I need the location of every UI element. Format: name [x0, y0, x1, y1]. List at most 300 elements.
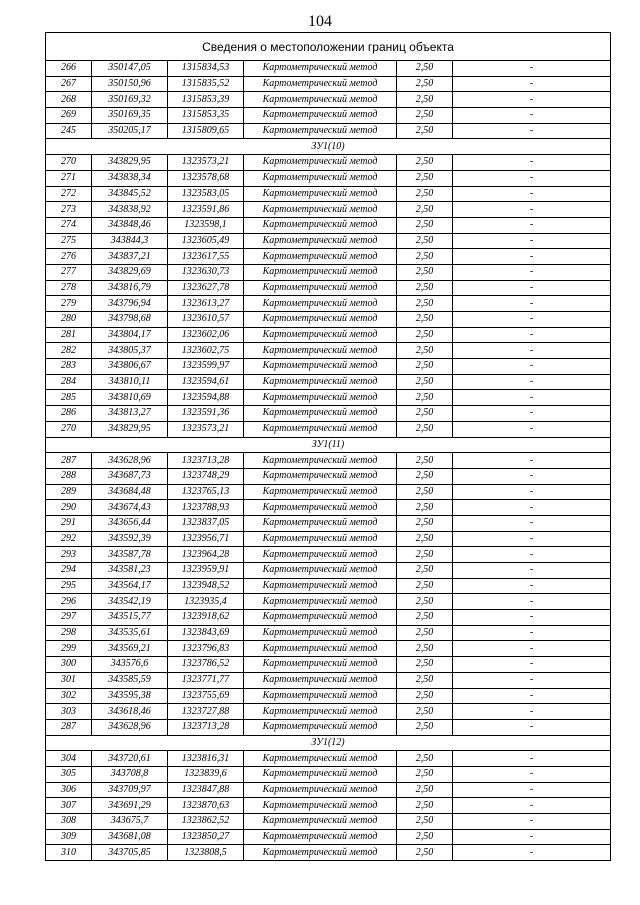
table-row: [46, 296, 611, 312]
accuracy-cell: 2,50: [397, 186, 453, 202]
table-row: [46, 672, 611, 688]
method-cell: Картометрический метод: [244, 563, 397, 579]
method-cell: Картометрический метод: [244, 594, 397, 610]
table-row: [46, 453, 611, 469]
method-cell: Картометрический метод: [244, 766, 397, 782]
y-coordinate-cell: 1323837,05: [168, 515, 244, 531]
description-cell: -: [453, 155, 611, 171]
y-coordinate-cell: 1323956,71: [168, 531, 244, 547]
y-coordinate-cell: 1323918,62: [168, 610, 244, 626]
accuracy-cell: 2,50: [397, 484, 453, 500]
x-coordinate-cell: 343576,6: [92, 657, 168, 673]
x-coordinate-cell: 343656,44: [92, 515, 168, 531]
x-coordinate-cell: 343838,92: [92, 202, 168, 218]
x-coordinate-cell: 343813,27: [92, 406, 168, 422]
accuracy-cell: 2,50: [397, 390, 453, 406]
x-coordinate-cell: 343592,39: [92, 531, 168, 547]
accuracy-cell: 2,50: [397, 312, 453, 328]
boundary-coordinates-table: [45, 32, 611, 861]
x-coordinate-cell: 343845,52: [92, 186, 168, 202]
method-cell: Картометрический метод: [244, 484, 397, 500]
description-cell: -: [453, 217, 611, 233]
point-number-cell: 269: [46, 108, 92, 124]
method-cell: Картометрический метод: [244, 374, 397, 390]
table-row: [46, 578, 611, 594]
description-cell: -: [453, 814, 611, 830]
description-cell: -: [453, 406, 611, 422]
y-coordinate-cell: 1323630,73: [168, 264, 244, 280]
table-row: [46, 312, 611, 328]
accuracy-cell: 2,50: [397, 92, 453, 108]
method-cell: Картометрический метод: [244, 672, 397, 688]
table-row: [46, 76, 611, 92]
table-row: [46, 108, 611, 124]
method-cell: Картометрический метод: [244, 719, 397, 735]
description-cell: -: [453, 108, 611, 124]
x-coordinate-cell: 343796,94: [92, 296, 168, 312]
y-coordinate-cell: 1323713,28: [168, 453, 244, 469]
y-coordinate-cell: 1323713,28: [168, 719, 244, 735]
method-cell: Картометрический метод: [244, 123, 397, 139]
method-cell: Картометрический метод: [244, 406, 397, 422]
accuracy-cell: 2,50: [397, 217, 453, 233]
point-number-cell: 308: [46, 814, 92, 830]
method-cell: Картометрический метод: [244, 312, 397, 328]
table-row: [46, 845, 611, 861]
accuracy-cell: 2,50: [397, 61, 453, 77]
accuracy-cell: 2,50: [397, 751, 453, 767]
y-coordinate-cell: 1323850,27: [168, 829, 244, 845]
y-coordinate-cell: 1323788,93: [168, 500, 244, 516]
point-number-cell: 268: [46, 92, 92, 108]
description-cell: -: [453, 751, 611, 767]
accuracy-cell: 2,50: [397, 170, 453, 186]
method-cell: Картометрический метод: [244, 233, 397, 249]
page-number: 104: [308, 13, 332, 30]
accuracy-cell: 2,50: [397, 578, 453, 594]
description-cell: -: [453, 202, 611, 218]
x-coordinate-cell: 343806,67: [92, 359, 168, 375]
x-coordinate-cell: 343542,19: [92, 594, 168, 610]
method-cell: Картометрический метод: [244, 264, 397, 280]
point-number-cell: 287: [46, 453, 92, 469]
method-cell: Картометрический метод: [244, 186, 397, 202]
table-row: [46, 406, 611, 422]
point-number-cell: 296: [46, 594, 92, 610]
point-number-cell: 266: [46, 61, 92, 77]
point-number-cell: 302: [46, 688, 92, 704]
point-number-cell: 287: [46, 719, 92, 735]
point-number-cell: 245: [46, 123, 92, 139]
point-number-cell: 270: [46, 155, 92, 171]
table-row: [46, 421, 611, 437]
table-row: [46, 766, 611, 782]
accuracy-cell: 2,50: [397, 468, 453, 484]
section-header-row: [46, 735, 611, 751]
description-cell: -: [453, 845, 611, 861]
x-coordinate-cell: 343691,29: [92, 798, 168, 814]
accuracy-cell: 2,50: [397, 76, 453, 92]
point-number-cell: 285: [46, 390, 92, 406]
section-header-row: [46, 437, 611, 453]
table-row: [46, 688, 611, 704]
y-coordinate-cell: 1323591,36: [168, 406, 244, 422]
accuracy-cell: 2,50: [397, 845, 453, 861]
description-cell: -: [453, 704, 611, 720]
description-cell: -: [453, 688, 611, 704]
method-cell: Картометрический метод: [244, 688, 397, 704]
accuracy-cell: 2,50: [397, 264, 453, 280]
description-cell: -: [453, 390, 611, 406]
description-cell: -: [453, 578, 611, 594]
x-coordinate-cell: 343798,68: [92, 312, 168, 328]
description-cell: -: [453, 76, 611, 92]
method-cell: Картометрический метод: [244, 704, 397, 720]
point-number-cell: 303: [46, 704, 92, 720]
y-coordinate-cell: 1323755,69: [168, 688, 244, 704]
y-coordinate-cell: 1323964,28: [168, 547, 244, 563]
accuracy-cell: 2,50: [397, 688, 453, 704]
table-row: [46, 280, 611, 296]
table-row: [46, 657, 611, 673]
description-cell: -: [453, 296, 611, 312]
point-number-cell: 272: [46, 186, 92, 202]
accuracy-cell: 2,50: [397, 814, 453, 830]
y-coordinate-cell: 1323610,57: [168, 312, 244, 328]
description-cell: -: [453, 468, 611, 484]
y-coordinate-cell: 1323599,97: [168, 359, 244, 375]
description-cell: -: [453, 280, 611, 296]
accuracy-cell: 2,50: [397, 766, 453, 782]
x-coordinate-cell: 350205,17: [92, 123, 168, 139]
method-cell: Картометрический метод: [244, 782, 397, 798]
description-cell: -: [453, 531, 611, 547]
y-coordinate-cell: 1323591,86: [168, 202, 244, 218]
x-coordinate-cell: 343618,46: [92, 704, 168, 720]
x-coordinate-cell: 343515,77: [92, 610, 168, 626]
x-coordinate-cell: 343720,61: [92, 751, 168, 767]
y-coordinate-cell: 1323847,88: [168, 782, 244, 798]
y-coordinate-cell: 1315853,39: [168, 92, 244, 108]
table-row: [46, 829, 611, 845]
point-number-cell: 278: [46, 280, 92, 296]
y-coordinate-cell: 1323959,91: [168, 563, 244, 579]
y-coordinate-cell: 1323748,29: [168, 468, 244, 484]
x-coordinate-cell: 343587,78: [92, 547, 168, 563]
method-cell: Картометрический метод: [244, 547, 397, 563]
x-coordinate-cell: 343829,69: [92, 264, 168, 280]
y-coordinate-cell: 1323598,1: [168, 217, 244, 233]
x-coordinate-cell: 343684,48: [92, 484, 168, 500]
accuracy-cell: 2,50: [397, 421, 453, 437]
method-cell: Картометрический метод: [244, 390, 397, 406]
y-coordinate-cell: 1323617,55: [168, 249, 244, 265]
x-coordinate-cell: 343585,59: [92, 672, 168, 688]
point-number-cell: 275: [46, 233, 92, 249]
description-cell: -: [453, 563, 611, 579]
point-number-cell: 279: [46, 296, 92, 312]
x-coordinate-cell: 350169,35: [92, 108, 168, 124]
table-row: [46, 484, 611, 500]
point-number-cell: 309: [46, 829, 92, 845]
accuracy-cell: 2,50: [397, 563, 453, 579]
description-cell: -: [453, 782, 611, 798]
method-cell: Картометрический метод: [244, 202, 397, 218]
y-coordinate-cell: 1323786,52: [168, 657, 244, 673]
description-cell: -: [453, 170, 611, 186]
x-coordinate-cell: 343838,34: [92, 170, 168, 186]
table-row: [46, 594, 611, 610]
accuracy-cell: 2,50: [397, 233, 453, 249]
x-coordinate-cell: 343681,08: [92, 829, 168, 845]
method-cell: Картометрический метод: [244, 170, 397, 186]
y-coordinate-cell: 1323843,69: [168, 625, 244, 641]
point-number-cell: 283: [46, 359, 92, 375]
description-cell: -: [453, 625, 611, 641]
method-cell: Картометрический метод: [244, 641, 397, 657]
point-number-cell: 281: [46, 327, 92, 343]
y-coordinate-cell: 1323602,06: [168, 327, 244, 343]
point-number-cell: 280: [46, 312, 92, 328]
accuracy-cell: 2,50: [397, 798, 453, 814]
description-cell: -: [453, 766, 611, 782]
point-number-cell: 291: [46, 515, 92, 531]
method-cell: Картометрический метод: [244, 814, 397, 830]
table-row: [46, 155, 611, 171]
y-coordinate-cell: 1323870,63: [168, 798, 244, 814]
x-coordinate-cell: 343805,37: [92, 343, 168, 359]
y-coordinate-cell: 1323613,27: [168, 296, 244, 312]
accuracy-cell: 2,50: [397, 610, 453, 626]
method-cell: Картометрический метод: [244, 515, 397, 531]
y-coordinate-cell: 1323948,52: [168, 578, 244, 594]
y-coordinate-cell: 1323816,31: [168, 751, 244, 767]
description-cell: -: [453, 798, 611, 814]
y-coordinate-cell: 1323594,88: [168, 390, 244, 406]
y-coordinate-cell: 1323765,13: [168, 484, 244, 500]
point-number-cell: 301: [46, 672, 92, 688]
method-cell: Картометрический метод: [244, 343, 397, 359]
table-row: [46, 782, 611, 798]
accuracy-cell: 2,50: [397, 453, 453, 469]
description-cell: -: [453, 641, 611, 657]
accuracy-cell: 2,50: [397, 249, 453, 265]
section-label: ЗУ1(12): [46, 735, 611, 751]
y-coordinate-cell: 1323583,05: [168, 186, 244, 202]
description-cell: -: [453, 249, 611, 265]
y-coordinate-cell: 1323602,75: [168, 343, 244, 359]
table-row: [46, 563, 611, 579]
point-number-cell: 267: [46, 76, 92, 92]
description-cell: -: [453, 672, 611, 688]
accuracy-cell: 2,50: [397, 374, 453, 390]
table-row: [46, 359, 611, 375]
accuracy-cell: 2,50: [397, 657, 453, 673]
description-cell: -: [453, 515, 611, 531]
x-coordinate-cell: 343804,17: [92, 327, 168, 343]
x-coordinate-cell: 343628,96: [92, 453, 168, 469]
point-number-cell: 289: [46, 484, 92, 500]
accuracy-cell: 2,50: [397, 594, 453, 610]
accuracy-cell: 2,50: [397, 406, 453, 422]
table-row: [46, 327, 611, 343]
x-coordinate-cell: 343628,96: [92, 719, 168, 735]
description-cell: -: [453, 657, 611, 673]
y-coordinate-cell: 1323862,52: [168, 814, 244, 830]
y-coordinate-cell: 1315835,52: [168, 76, 244, 92]
x-coordinate-cell: 343708,8: [92, 766, 168, 782]
description-cell: -: [453, 359, 611, 375]
method-cell: Картометрический метод: [244, 327, 397, 343]
description-cell: -: [453, 500, 611, 516]
method-cell: Картометрический метод: [244, 657, 397, 673]
point-number-cell: 286: [46, 406, 92, 422]
accuracy-cell: 2,50: [397, 123, 453, 139]
method-cell: Картометрический метод: [244, 217, 397, 233]
x-coordinate-cell: 343535,61: [92, 625, 168, 641]
method-cell: Картометрический метод: [244, 500, 397, 516]
x-coordinate-cell: 343829,95: [92, 155, 168, 171]
table-row: [46, 515, 611, 531]
description-cell: -: [453, 92, 611, 108]
accuracy-cell: 2,50: [397, 280, 453, 296]
description-cell: -: [453, 547, 611, 563]
accuracy-cell: 2,50: [397, 515, 453, 531]
method-cell: Картометрический метод: [244, 829, 397, 845]
table-row: [46, 217, 611, 233]
y-coordinate-cell: 1323727,88: [168, 704, 244, 720]
point-number-cell: 300: [46, 657, 92, 673]
method-cell: Картометрический метод: [244, 421, 397, 437]
accuracy-cell: 2,50: [397, 672, 453, 688]
point-number-cell: 297: [46, 610, 92, 626]
accuracy-cell: 2,50: [397, 155, 453, 171]
accuracy-cell: 2,50: [397, 829, 453, 845]
method-cell: Картометрический метод: [244, 359, 397, 375]
method-cell: Картометрический метод: [244, 751, 397, 767]
x-coordinate-cell: 343829,95: [92, 421, 168, 437]
accuracy-cell: 2,50: [397, 359, 453, 375]
accuracy-cell: 2,50: [397, 202, 453, 218]
description-cell: -: [453, 312, 611, 328]
table-row: [46, 625, 611, 641]
table-row: [46, 798, 611, 814]
accuracy-cell: 2,50: [397, 296, 453, 312]
y-coordinate-cell: 1323808,5: [168, 845, 244, 861]
table-row: [46, 343, 611, 359]
description-cell: -: [453, 343, 611, 359]
table-row: [46, 531, 611, 547]
point-number-cell: 306: [46, 782, 92, 798]
table-row: [46, 92, 611, 108]
accuracy-cell: 2,50: [397, 782, 453, 798]
x-coordinate-cell: 350147,05: [92, 61, 168, 77]
accuracy-cell: 2,50: [397, 108, 453, 124]
table-title-row: [46, 33, 611, 61]
x-coordinate-cell: 343810,69: [92, 390, 168, 406]
accuracy-cell: 2,50: [397, 704, 453, 720]
method-cell: Картометрический метод: [244, 845, 397, 861]
point-number-cell: 277: [46, 264, 92, 280]
x-coordinate-cell: 343564,17: [92, 578, 168, 594]
description-cell: -: [453, 186, 611, 202]
table-row: [46, 547, 611, 563]
accuracy-cell: 2,50: [397, 625, 453, 641]
y-coordinate-cell: 1323605,49: [168, 233, 244, 249]
x-coordinate-cell: 343705,85: [92, 845, 168, 861]
method-cell: Картометрический метод: [244, 578, 397, 594]
table-row: [46, 719, 611, 735]
accuracy-cell: 2,50: [397, 343, 453, 359]
description-cell: -: [453, 829, 611, 845]
section-label: ЗУ1(10): [46, 139, 611, 155]
accuracy-cell: 2,50: [397, 641, 453, 657]
description-cell: -: [453, 61, 611, 77]
x-coordinate-cell: 343709,97: [92, 782, 168, 798]
table-row: [46, 61, 611, 77]
y-coordinate-cell: 1315834,53: [168, 61, 244, 77]
point-number-cell: 274: [46, 217, 92, 233]
x-coordinate-cell: 343837,21: [92, 249, 168, 265]
point-number-cell: 282: [46, 343, 92, 359]
method-cell: Картометрический метод: [244, 155, 397, 171]
method-cell: Картометрический метод: [244, 610, 397, 626]
accuracy-cell: 2,50: [397, 719, 453, 735]
accuracy-cell: 2,50: [397, 531, 453, 547]
method-cell: Картометрический метод: [244, 76, 397, 92]
method-cell: Картометрический метод: [244, 61, 397, 77]
table-row: [46, 233, 611, 249]
table-row: [46, 249, 611, 265]
method-cell: Картометрический метод: [244, 453, 397, 469]
point-number-cell: 292: [46, 531, 92, 547]
y-coordinate-cell: 1323578,68: [168, 170, 244, 186]
description-cell: -: [453, 374, 611, 390]
x-coordinate-cell: 343844,3: [92, 233, 168, 249]
table-row: [46, 500, 611, 516]
table-row: [46, 170, 611, 186]
y-coordinate-cell: 1323573,21: [168, 155, 244, 171]
y-coordinate-cell: 1323839,6: [168, 766, 244, 782]
description-cell: -: [453, 233, 611, 249]
point-number-cell: 307: [46, 798, 92, 814]
x-coordinate-cell: 343595,38: [92, 688, 168, 704]
method-cell: Картометрический метод: [244, 296, 397, 312]
table-row: [46, 704, 611, 720]
description-cell: -: [453, 719, 611, 735]
table-row: [46, 374, 611, 390]
point-number-cell: 294: [46, 563, 92, 579]
table-row: [46, 123, 611, 139]
y-coordinate-cell: 1315809,65: [168, 123, 244, 139]
point-number-cell: 273: [46, 202, 92, 218]
table-row: [46, 264, 611, 280]
method-cell: Картометрический метод: [244, 798, 397, 814]
table-row: [46, 814, 611, 830]
table-row: [46, 390, 611, 406]
method-cell: Картометрический метод: [244, 625, 397, 641]
x-coordinate-cell: 343569,21: [92, 641, 168, 657]
x-coordinate-cell: 343581,23: [92, 563, 168, 579]
y-coordinate-cell: 1323573,21: [168, 421, 244, 437]
y-coordinate-cell: 1315853,35: [168, 108, 244, 124]
method-cell: Картометрический метод: [244, 108, 397, 124]
point-number-cell: 299: [46, 641, 92, 657]
point-number-cell: 270: [46, 421, 92, 437]
description-cell: -: [453, 594, 611, 610]
x-coordinate-cell: 343674,43: [92, 500, 168, 516]
description-cell: -: [453, 453, 611, 469]
